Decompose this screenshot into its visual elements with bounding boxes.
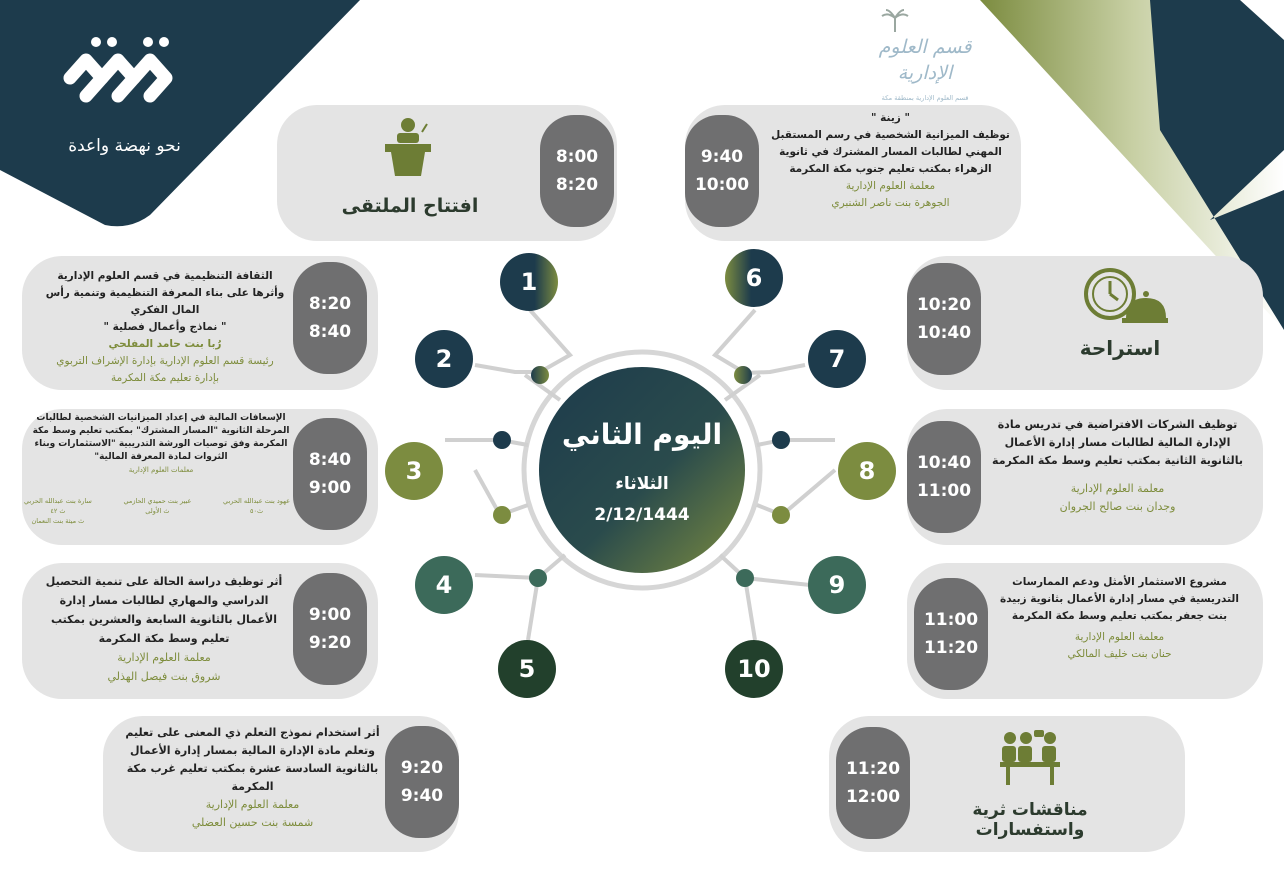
opening-title: افتتاح الملتقى: [341, 195, 479, 217]
presenter-role: معلمة العلوم الإدارية: [1074, 631, 1165, 643]
number-circle-6: 6: [725, 249, 783, 307]
session-text-8: [990, 416, 1245, 516]
time-pill-4: [293, 573, 367, 685]
date-label: 2/12/1444: [594, 505, 690, 525]
end-time: 11:20: [923, 638, 979, 658]
presenter-name: وجدان بنت صالح الجروان: [1059, 500, 1176, 513]
presenter-role: معلمة العلوم الإدارية: [205, 798, 300, 811]
session-text-4: [40, 572, 288, 686]
presenter-role: معلمة العلوم الإدارية: [117, 651, 211, 664]
time-pill-3: [293, 418, 367, 530]
presenter-school: ث الأولى: [145, 507, 170, 515]
time-pill-discussion: [836, 727, 910, 839]
start-time: 9:00: [308, 605, 352, 625]
meeting-icon: [998, 728, 1062, 788]
presenter-name: عهود بنت عبدالله الحربي: [223, 497, 290, 505]
session-title: توظيف الميزانية الشخصية في رسم المستقبل المهني لطالبات المسار المشترك في ثانوية الزهراء بمكتب تعليم جنوب مكة المكرمة: [771, 129, 1010, 175]
start-time: 10:40: [916, 453, 972, 473]
presenter-name: شروق بنت فيصل الهذلي: [107, 670, 221, 683]
connector-dot: [772, 506, 790, 524]
session-text-2: [40, 268, 290, 387]
palm-emblem-icon: [880, 8, 910, 34]
vision-logo-icon: [58, 30, 188, 120]
session-title: أثر توظيف دراسة الحالة على تنمية التحصيل الدراسي والمهاري لطالبات مسار إدارة الأعمال بالثانوية السابعة والعشرين بمكتب تعليم وسط مكة المكرمة: [45, 575, 283, 645]
number-circle-8: 8: [838, 442, 896, 500]
session-text-9: [992, 574, 1247, 663]
end-time: 9:00: [308, 478, 352, 498]
break-title: استراحة: [1079, 336, 1161, 360]
start-time: 8:00: [555, 147, 599, 167]
presenter-school: ث٥٠: [249, 507, 264, 515]
time-pill-9: [914, 578, 988, 690]
connector-dot: [493, 506, 511, 524]
session-title: الإسعافات المالية في إعداد الميزانيات الشخصية لطالبات المرحلة الثانوية "المسار المشترك" بمكتب تعليم وسط مكة المكرمة وفق توصيات الورشة التدريبية "الاستثمارات وبناء الثروات لمادة المعرفة المالية": [32, 413, 290, 462]
session-text-3: [30, 412, 292, 477]
day-title: اليوم الثاني: [561, 418, 723, 451]
number-circle-4: 4: [415, 556, 473, 614]
session-title: توظيف الشركات الافتراضية في تدريس مادة الإدارة المالية لطالبات مسار إدارة الأعمال بالثانوية الثانية بمكتب تعليم وسط مكة المكرمة: [992, 418, 1243, 467]
time-pill-8: [907, 421, 981, 533]
connector-dot: [736, 569, 754, 587]
number-circle-1: 1: [500, 253, 558, 311]
start-time: 11:20: [845, 759, 901, 779]
presenter-school: ث ٤٢: [50, 507, 66, 515]
session-text-5: [125, 724, 380, 832]
brand-slogan: نحو نهضة واعدة: [68, 136, 181, 156]
session-title: الثقافة التنظيمية في قسم العلوم الإدارية وأثرها على بناء المعرفة التنظيمية وتنمية رأس المال الفكري: [45, 270, 285, 316]
start-time: 11:00: [923, 610, 979, 630]
presenters-row-3: [24, 496, 290, 526]
presenter-name: حنان بنت خليف المالكي: [1067, 648, 1172, 660]
connector-dot: [772, 431, 790, 449]
end-time: 8:20: [555, 175, 599, 195]
time-pill-5: [385, 726, 459, 838]
end-time: 8:40: [308, 322, 352, 342]
session-title: مشروع الاستثمار الأمثل ودعم الممارسات التدريسية في مسار إدارة الأعمال بثانوية زبيدة بنت جعفر بمكتب تعليم وسط مكة المكرمة: [1000, 576, 1239, 622]
connector-dot: [531, 366, 549, 384]
number-circle-9: 9: [808, 556, 866, 614]
number-circle-10: 10: [725, 640, 783, 698]
session-text-6: [763, 110, 1018, 212]
session-subtitle: " نماذج وأعمال فصلية ": [103, 321, 227, 333]
start-time: 10:20: [916, 295, 972, 315]
start-time: 9:40: [700, 147, 744, 167]
presenter-name: شمسة بنت حسين العضلي: [191, 816, 314, 829]
connector-dot: [529, 569, 547, 587]
presenter-place: بإدارة تعليم مكة المكرمة: [110, 372, 219, 384]
presenter-role: معلمة العلوم الإدارية: [1070, 482, 1165, 495]
presenter-name: رُبا بنت حامد المفلحي: [108, 338, 222, 350]
presenter-role: معلمات العلوم الإدارية: [128, 466, 194, 474]
presenter-role: رئيسة قسم العلوم الإدارية بإدارة الإشراف التربوي: [56, 355, 274, 367]
number-circle-7: 7: [808, 330, 866, 388]
presenter-block: [24, 496, 92, 526]
presenter-name: عبير بنت حميدي الحازمي: [123, 497, 192, 505]
start-time: 8:20: [308, 294, 352, 314]
brand-logo: [58, 30, 188, 120]
presenter-block: [223, 496, 290, 526]
end-time: 11:00: [916, 481, 972, 501]
discussion-title: مناقشات ثرية واستفسارات: [972, 800, 1088, 840]
department-name: قسم العلوم الإدارية: [878, 36, 972, 84]
end-time: 10:00: [694, 175, 750, 195]
presenter-name: الجوهرة بنت ناصر الشنبري: [831, 197, 950, 209]
connector-dot: [734, 366, 752, 384]
weekday-label: الثلاثاء: [615, 474, 669, 494]
time-pill-opening: [540, 115, 614, 227]
start-time: 8:40: [308, 450, 352, 470]
presenter-name: ث ميثة بنت النعمان: [31, 517, 85, 525]
time-pill-6: [685, 115, 759, 227]
presenter-block: [123, 496, 191, 526]
department-logo: [870, 8, 980, 102]
end-time: 9:20: [308, 633, 352, 653]
connector-dot: [493, 431, 511, 449]
center-circle: [539, 367, 745, 573]
presenter-role: معلمة العلوم الإدارية: [845, 180, 936, 192]
start-time: 9:20: [400, 758, 444, 778]
presenter-name: سارة بنت عبدالله الحربي: [24, 497, 92, 505]
time-pill-break: [907, 263, 981, 375]
number-circle-3: 3: [385, 442, 443, 500]
end-time: 12:00: [845, 787, 901, 807]
session-title: أثر استخدام نموذج التعلم ذي المعنى على تعليم وتعلم مادة الإدارة المالية بمسار إدارة الأعمال بالثانوية السادسة عشرة بمكتب تعليم غرب مكة المكرمة: [125, 726, 380, 793]
number-circle-5: 5: [498, 640, 556, 698]
podium-icon: [375, 116, 441, 182]
time-pill-2: [293, 262, 367, 374]
session-quote: " زينة ": [871, 112, 910, 124]
end-time: 10:40: [916, 323, 972, 343]
number-circle-2: 2: [415, 330, 473, 388]
clock-tray-icon: [1078, 264, 1168, 328]
department-subtitle: قسم العلوم الإدارية بمنطقة مكة: [881, 94, 969, 102]
end-time: 9:40: [400, 786, 444, 806]
